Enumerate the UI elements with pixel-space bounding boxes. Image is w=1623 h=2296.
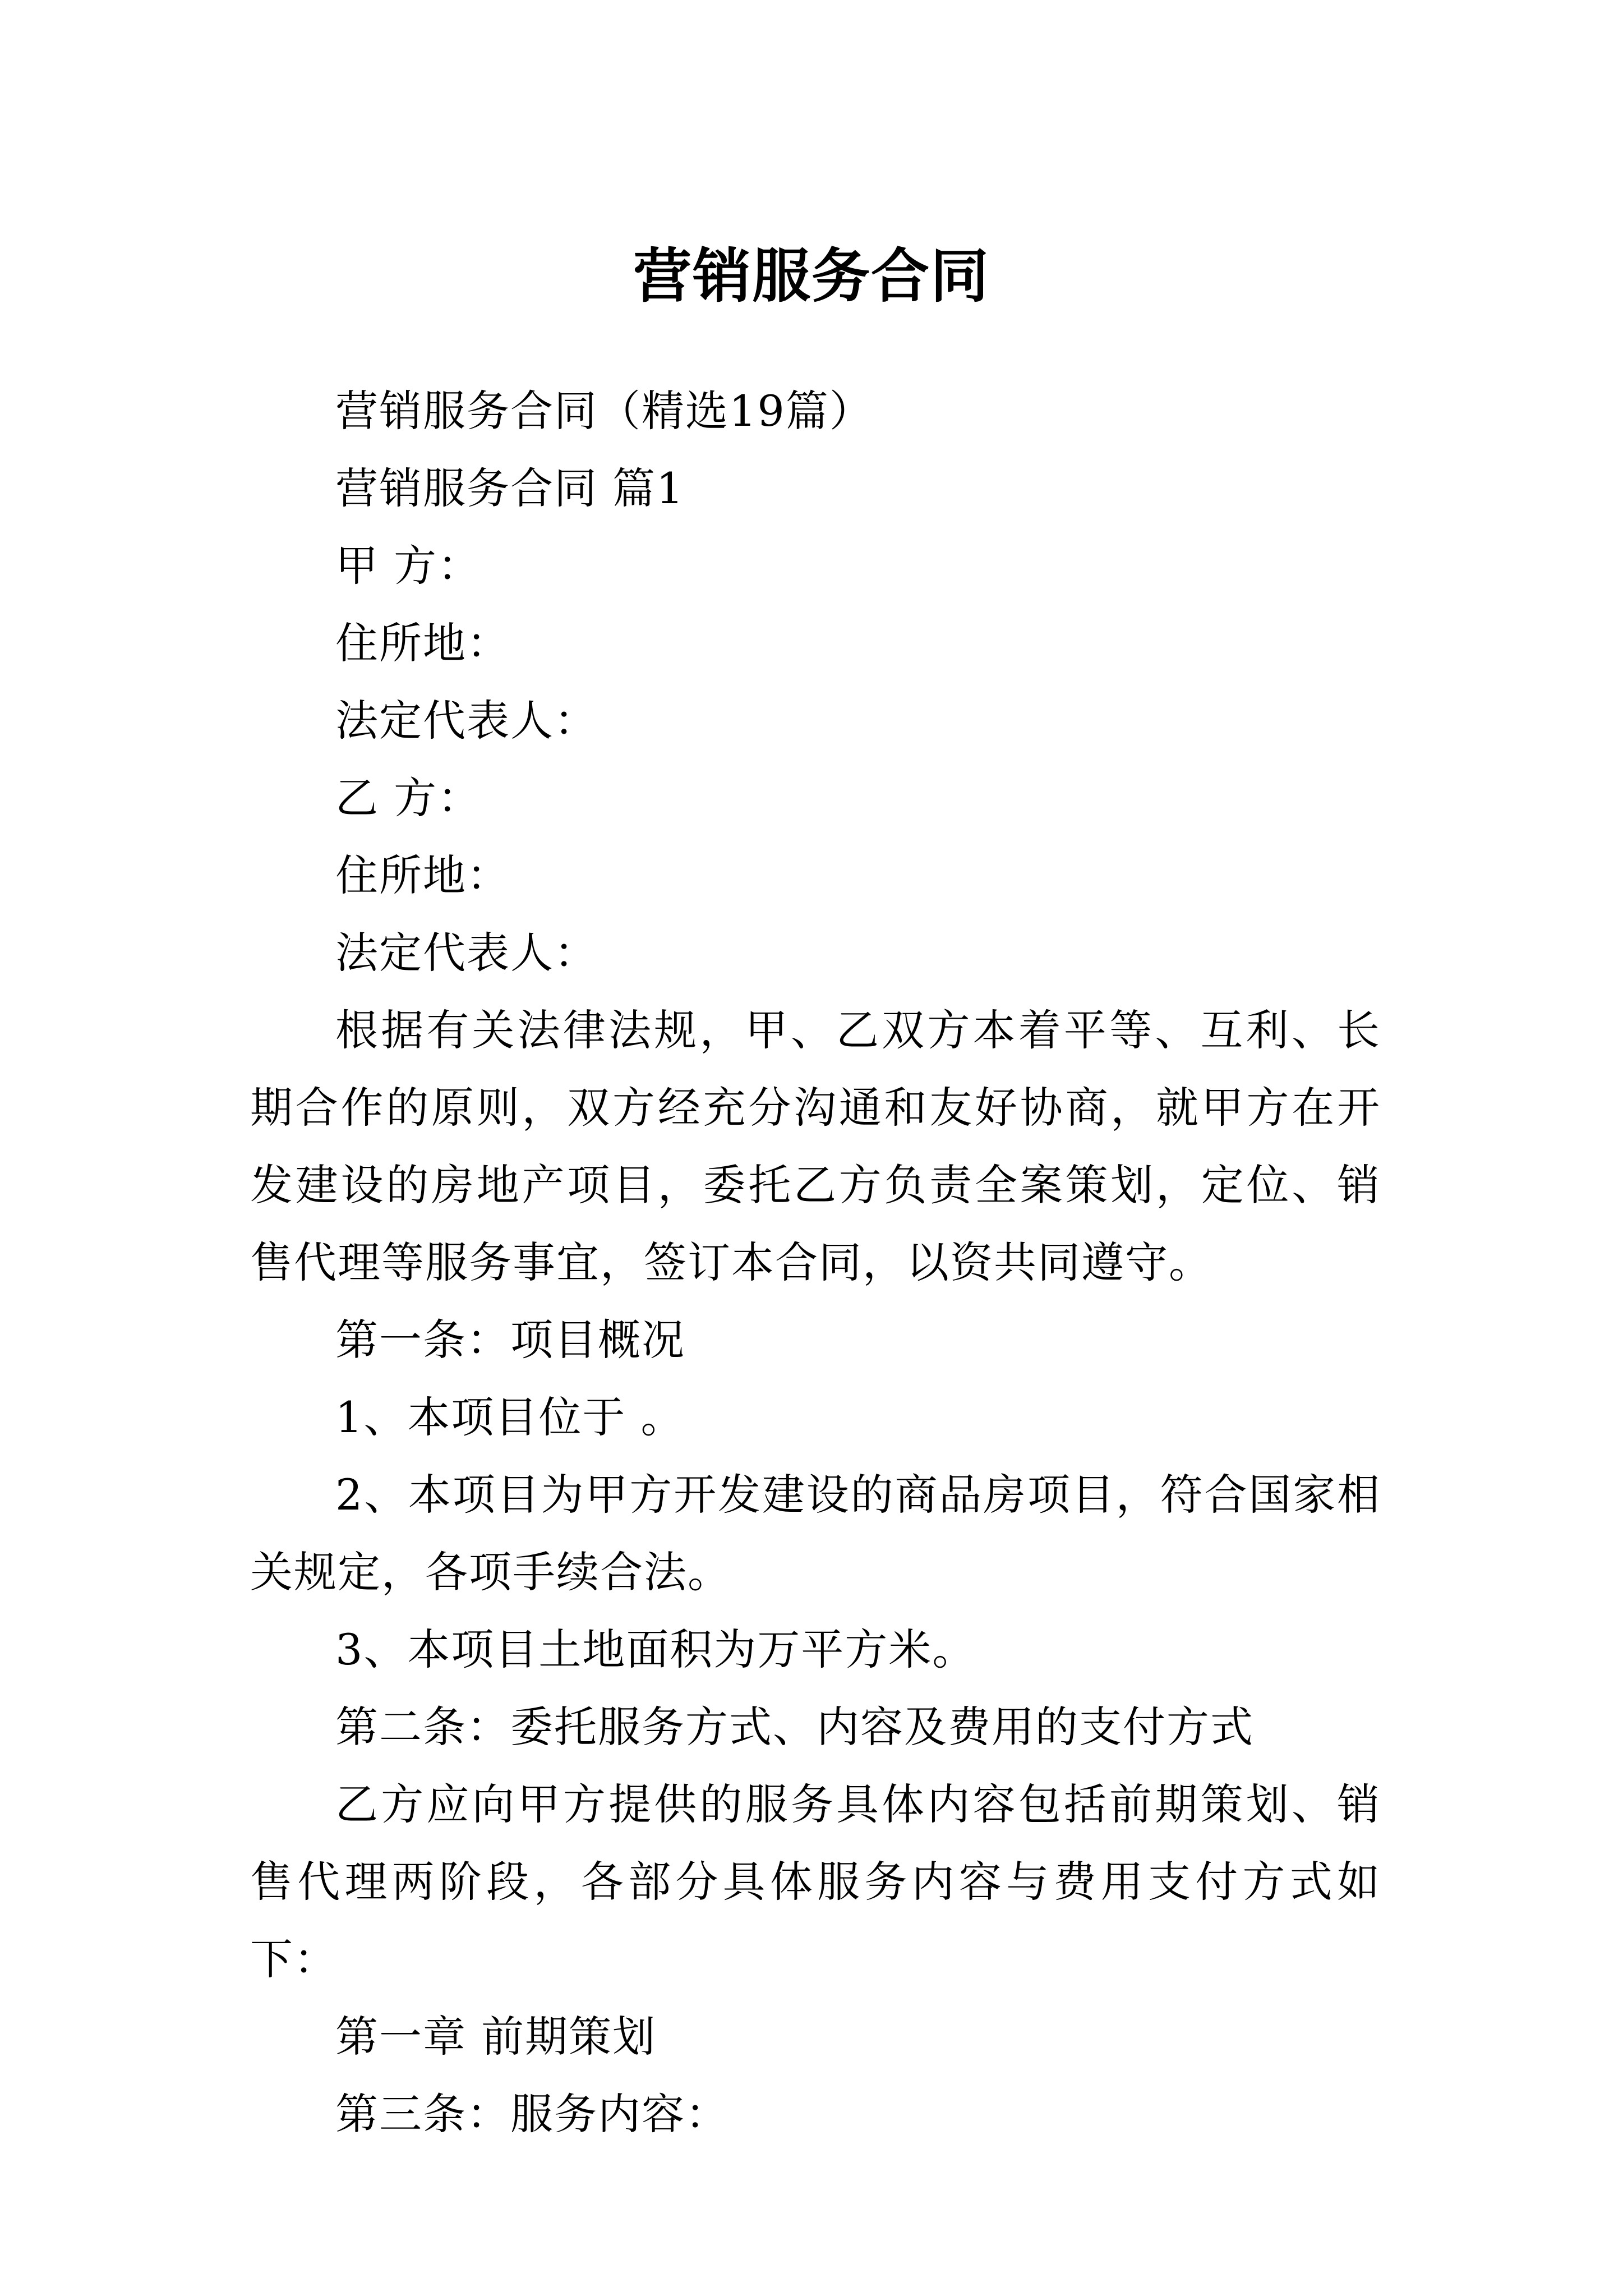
paragraph-party-a-representative: 法定代表人： [335, 696, 598, 746]
paragraph-party-a-address: 住所地： [335, 618, 510, 668]
document-title: 营销服务合同 [633, 241, 990, 310]
paragraph-article-2-body: 乙方应向甲方提供的服务具体内容包括前期策划、销售代理两阶段，各部分具体服务内容与费用支付方式如下： [250, 1779, 1381, 1984]
document-body [250, 372, 1381, 2153]
paragraph-preamble: 根据有关法律法规，甲、乙双方本着平等、互利、长期合作的原则，双方经充分沟通和友好协商，就甲方在开发建设的房地产项目，委托乙方负责全案策划，定位、销售代理等服务事宜，签订本合同，以资共同遵守。 [250, 1005, 1381, 1287]
paragraph-subtitle: 营销服务合同（精选19篇） [335, 386, 873, 436]
paragraph-article-3-heading: 第三条：服务内容： [335, 2089, 729, 2139]
paragraph-article-1-item-3: 3、本项目土地面积为万平方米。 [335, 1625, 976, 1674]
paragraph-party-b: 乙 方： [335, 773, 482, 823]
paragraph-article-1-heading: 第一条：项目概况 [335, 1315, 685, 1365]
paragraph-party-b-address: 住所地： [335, 850, 510, 900]
paragraph-party-a: 甲 方： [335, 541, 482, 591]
paragraph-chapter-1-heading: 第一章 前期策划 [335, 2012, 657, 2062]
paragraph-party-b-representative: 法定代表人： [335, 928, 598, 978]
paragraph-section-heading: 营销服务合同 篇1 [335, 463, 685, 513]
paragraph-article-1-item-2: 2、本项目为甲方开发建设的商品房项目，符合国家相关规定，各项手续合法。 [250, 1470, 1381, 1597]
paragraph-article-1-item-1: 1、本项目位于 。 [335, 1392, 685, 1442]
paragraph-article-2-heading: 第二条：委托服务方式、内容及费用的支付方式 [335, 1702, 1254, 1752]
